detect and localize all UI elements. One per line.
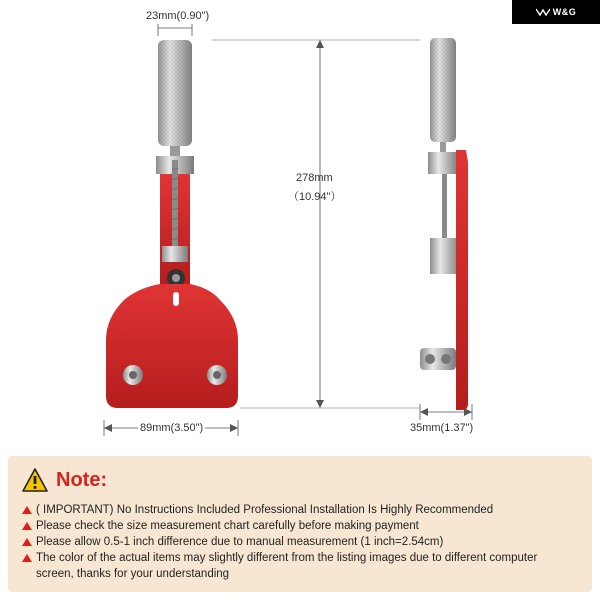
bullet-triangle-icon (22, 506, 32, 514)
warning-icon (22, 468, 48, 492)
note-item-text: Please allow 0.5-1 inch difference due to manual measurement (1 inch=2.54cm) (36, 536, 444, 548)
base-width-label: 89mm(3.50") (140, 422, 204, 434)
note-item (22, 518, 578, 534)
note-item-text: ( IMPORTANT) No Instructions Included Professional Installation Is Highly Recommended (36, 504, 494, 516)
side-upper-block (428, 152, 458, 174)
height-in-label: （10.94"） (288, 191, 342, 203)
side-view (420, 38, 468, 410)
note-item (22, 502, 578, 518)
side-lower-block (430, 238, 460, 274)
lower-block (162, 246, 188, 262)
brand-text: W&G (552, 7, 577, 17)
brand-logo (512, 0, 600, 24)
side-rod (442, 174, 447, 240)
plate-slot (173, 292, 179, 306)
note-box (8, 456, 592, 592)
note-list (22, 502, 578, 582)
side-depth-label: 35mm(1.37") (410, 422, 474, 434)
note-item-text: Please check the size measurement chart carefully before making payment (36, 520, 419, 532)
bullet-triangle-icon (22, 554, 32, 562)
height-mm-label: 278mm (296, 172, 333, 184)
note-item (22, 550, 578, 582)
bullet-triangle-icon (22, 522, 32, 530)
front-view (106, 40, 238, 408)
base-plate (106, 284, 238, 408)
side-plate (456, 150, 468, 410)
note-title: Note: (56, 468, 108, 491)
note-header (22, 466, 578, 494)
note-item (22, 534, 578, 550)
note-item-text: The color of the actual items may slightly different from the listing images due to different computer screen, thanks for your understanding (36, 552, 538, 580)
knob-diameter-label: 23mm(0.90") (146, 10, 210, 22)
wing-icon (536, 8, 550, 16)
bullet-triangle-icon (22, 538, 32, 546)
